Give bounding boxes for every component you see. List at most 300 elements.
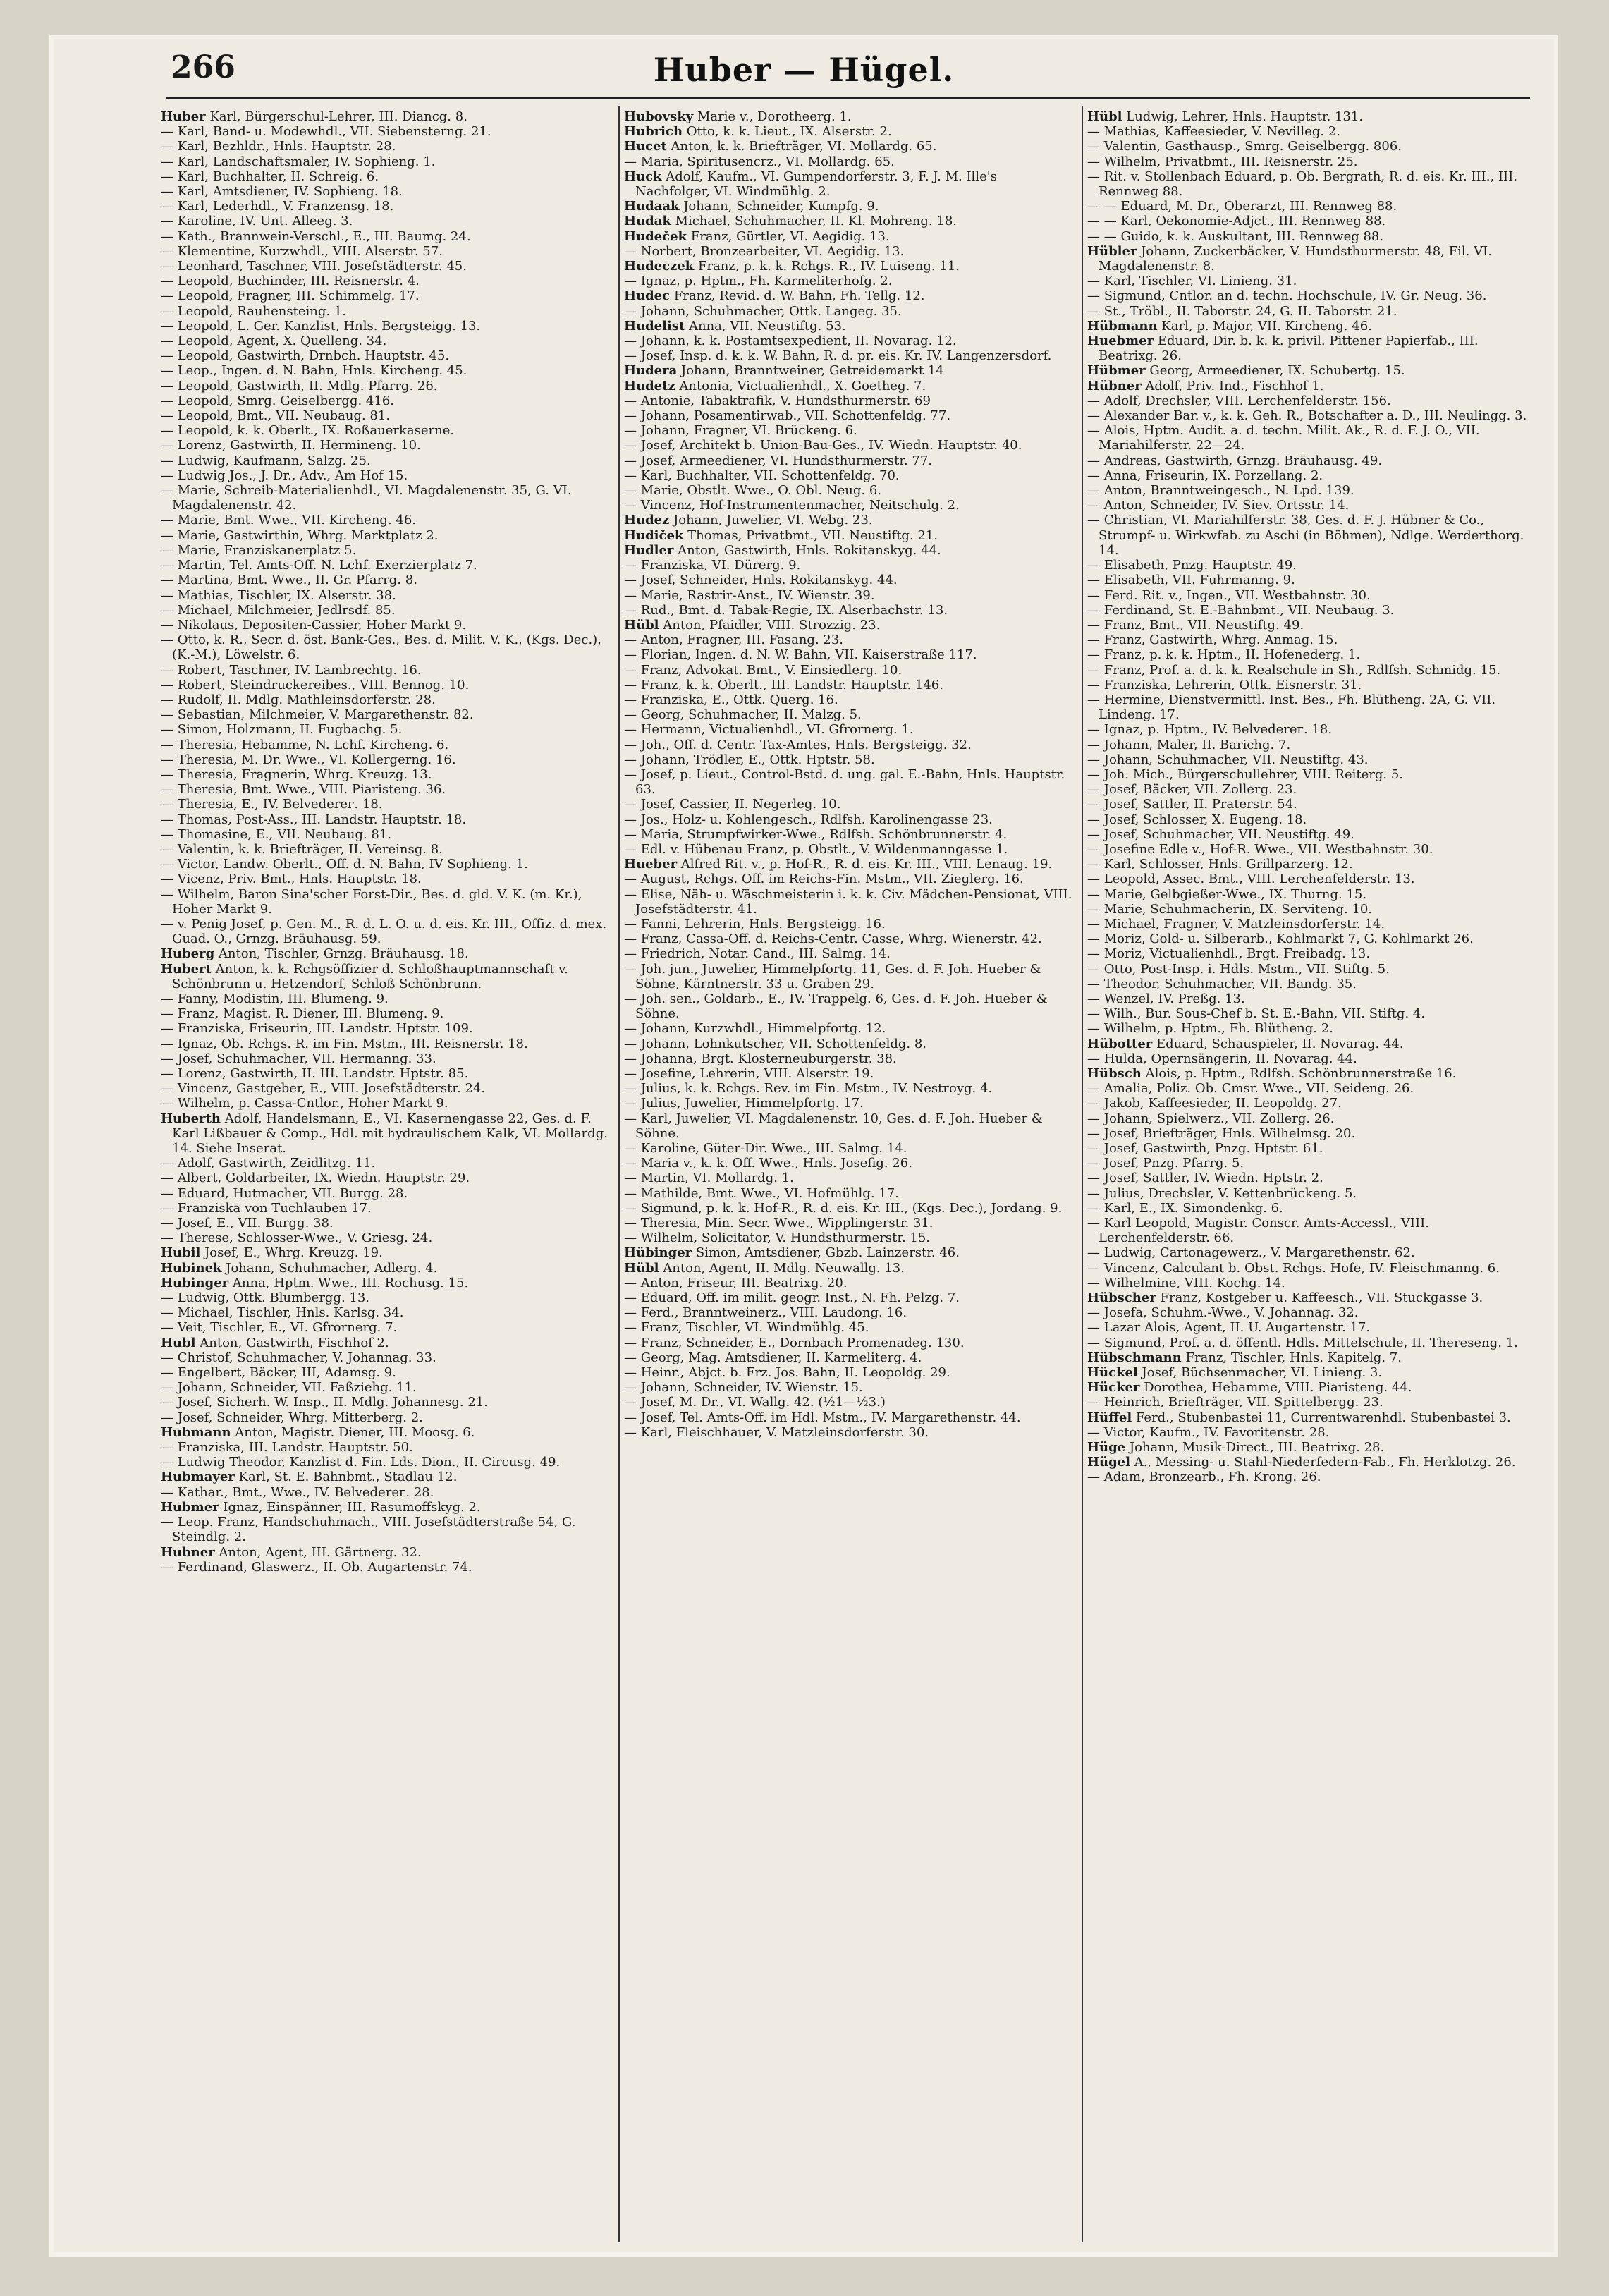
entry-surname: Hubmer [161,1499,219,1515]
directory-entry [1087,767,1538,782]
directory-entry [624,618,1075,633]
entry-text: — Klementine, Kurzwhdl., VIII. Alserstr. 57. [161,243,443,259]
directory-entry [161,1156,612,1171]
directory-entry [161,408,612,423]
directory-entry [624,962,1075,991]
entry-text: — Franz, Gastwirth, Whrg. Anmag. 15. [1087,633,1338,648]
directory-entry [624,767,1075,797]
entry-text: — Georg, Mag. Amtsdiener, II. Karmeliterg. 4. [624,1350,922,1365]
entry-surname: Huberg [161,946,215,962]
directory-entry [161,184,612,199]
directory-entry [1087,857,1538,872]
entry-surname: Hübscher [1087,1290,1156,1306]
entry-text: — Franz, Bmt., VII. Neustiftg. 49. [1087,617,1304,633]
directory-entry [624,438,1075,453]
directory-entry [161,513,612,527]
entry-surname: Hueber [624,857,678,872]
directory-entry [161,633,612,662]
entry-text: — Marie, Schreib-Materialienhdl., VI. Magdalenenstr. 35, G. VI. Magdalenenstr. 42. [161,483,572,513]
entry-text: Johann, Schneider, Kumpfg. 9. [679,199,879,214]
directory-entry [1087,962,1538,977]
entry-surname: Hudetz [624,378,675,393]
directory-entry [161,962,612,991]
directory-entry [161,842,612,857]
directory-entry [624,379,1075,393]
directory-entry [161,1081,612,1096]
directory-entry [624,1171,1075,1185]
entry-text: — Josef, Bäcker, VII. Zollerg. 23. [1087,782,1297,798]
directory-entry [161,827,612,842]
directory-entry [161,1216,612,1231]
directory-entry [1087,483,1538,498]
directory-entry [624,393,1075,408]
directory-entry [624,678,1075,692]
entry-text: — Victor, Landw. Oberlt., Off. d. N. Bahn, IV Sophieng. 1. [161,857,528,872]
entry-surname: Hübmer [1087,363,1146,379]
entry-text: — Marie, Obstlt. Wwe., O. Obl. Neug. 6. [624,483,882,499]
entry-text: — Christian, VI. Mariahilferstr. 38, Ges. d. F. J. Hübner & Co., Strumpf- u. Wirkwfab. zu Aschi (in Böhmen), Ndlge. Werderthorg. 14. [1087,513,1524,558]
directory-entry [1087,498,1538,513]
entry-surname: Hübschmann [1087,1350,1182,1365]
entry-text: — Engelbert, Bäcker, III, Adamsg. 9. [161,1365,396,1381]
directory-entry [161,259,612,274]
entry-text: — Rud., Bmt. d. Tabak-Regie, IX. Alserbachstr. 13. [624,602,948,618]
entry-text: Johann, Branntweiner, Getreidemarkt 14 [677,363,944,379]
directory-entry [1087,1037,1538,1051]
directory-entry [624,1081,1075,1096]
directory-entry [161,379,612,393]
entry-surname: Hudec [624,288,671,304]
entry-text: — Robert, Steindruckereibes., VIII. Bennog. 10. [161,677,470,692]
entry-text: — Jakob, Kaffeesieder, II. Leopoldg. 27. [1087,1096,1342,1111]
entry-text: — Josef, Armeediener, VI. Hundsthurmerstr. 77. [624,453,933,468]
entry-text: — Leopold, Agent, X. Quelleng. 34. [161,334,387,349]
directory-entry [1087,797,1538,812]
directory-entry [1087,1021,1538,1036]
entry-text: — Sigmund, Prof. a. d. öffentl. Hdls. Mittelschule, II. Thereseng. 1. [1087,1335,1518,1350]
entry-text: — Anton, Fragner, III. Fasang. 23. [624,633,844,648]
directory-entry [161,393,612,408]
directory-entry [161,1261,612,1276]
directory-entry [1087,1081,1538,1096]
directory-entry [161,588,612,603]
directory-entry [1087,977,1538,991]
entry-text: — Johann, k. k. Postamtsexpedient, II. Novarag. 12. [624,334,957,349]
directory-entry [1087,1051,1538,1066]
directory-entry [161,887,612,917]
entry-text: — Thomasine, E., VII. Neubaug. 81. [161,826,392,842]
directory-entry [1087,1216,1538,1245]
entry-surname: Hübmann [1087,318,1158,334]
entry-text: — Sebastian, Milchmeier, V. Margarethenstr. 82. [161,707,474,723]
entry-text: — Eduard, Hutmacher, VII. Burgg. 28. [161,1185,408,1201]
entry-text: — Michael, Tischler, Hnls. Karlsg. 34. [161,1305,404,1321]
directory-entry [1087,1365,1538,1380]
entry-text: — Karl Leopold, Magistr. Conscr. Amts-Accessl., VIII. Lerchenfelderstr. 66. [1087,1216,1429,1246]
entry-text: — Ferdinand, Glaswerz., II. Ob. Augartenstr. 74. [161,1559,472,1575]
entry-text: — Franz, Cassa-Off. d. Reichs-Centr. Casse, Whrg. Wienerstr. 42. [624,932,1042,947]
directory-entry [1087,1261,1538,1276]
directory-entry [1087,647,1538,662]
directory-entry [624,1336,1075,1350]
entry-text: — Wilhelm, p. Cassa-Cntlor., Hoher Markt 9. [161,1096,448,1111]
directory-entry [624,1066,1075,1081]
entry-text: — Josef, Schlosser, X. Eugeng. 18. [1087,812,1307,827]
entry-text: — Kathar., Bmt., Wwe., IV. Belvederег. 28. [161,1484,434,1500]
directory-page [49,35,1558,2257]
directory-entry [161,707,612,722]
directory-entry [1087,1156,1538,1171]
entry-text: — Leopold, Gastwirth, Drnbch. Hauptstr. 45. [161,348,450,364]
entry-text: Adolf, Handelsmann, E., VI. Kasernengasse 22, Ges. d. F. Karl Lißbauer & Comp., Hdl. mit hydraulischem Kalk, VI. Mollardg. 14. Siehe Inserat. [172,1111,608,1156]
entry-surname: Hubinger [161,1275,229,1290]
directory-entry [1087,1440,1538,1455]
entry-text: — Joh. sen., Goldarb., E., IV. Trappelg. 6, Ges. d. F. Joh. Hueber & Söhne. [624,991,1048,1022]
entry-text: Karl, Bürgerschul-Lehrer, III. Diancg. 8. [205,109,467,124]
directory-entry [1087,468,1538,483]
entry-surname: Hudera [624,363,678,379]
directory-entry [161,543,612,558]
entry-text: — Julius, k. k. Rchgs. Rev. im Fin. Mstm., IV. Nestroyg. 4. [624,1081,993,1097]
directory-entry [624,588,1075,603]
directory-entry [624,1216,1075,1231]
directory-entry [1087,393,1538,408]
entry-surname: Hudeczek [624,259,695,274]
entry-surname: Hudeček [624,228,687,244]
entry-text: — Johann, Trödler, E., Ottk. Hptstr. 58. [624,752,875,767]
directory-entry [624,528,1075,543]
directory-entry [1087,633,1538,647]
entry-text: — Elisabeth, VII. Fuhrmanng. 9. [1087,573,1295,588]
directory-entry [1087,513,1538,558]
directory-entry [624,423,1075,438]
entry-text: — Franz, Tischler, VI. Windmühlg. 45. [624,1320,869,1336]
entry-text: — Karl, Amtsdiener, IV. Sophieng. 18. [161,184,403,200]
directory-entry [1087,1470,1538,1484]
directory-entry [161,288,612,303]
entry-text: Anton, Agent, III. Gärtnerg. 32. [214,1544,422,1560]
entry-text: — Josef, Schneider, Whrg. Mitterberg. 2. [161,1410,423,1425]
directory-entry [161,603,612,618]
entry-surname: Huebmer [1087,334,1154,349]
entry-text: — Marie, Schuhmacherin, IX. Serviteng. 10. [1087,901,1373,917]
entry-text: — Elisabeth, Pnzg. Hauptstr. 49. [1087,558,1297,573]
directory-entry [624,1245,1075,1260]
entry-text: — Valentin, k. k. Briefträger, II. Vereinsg. 8. [161,841,443,857]
directory-entry [624,857,1075,872]
entry-text: — Josef, M. Dr., VI. Wallg. 42. (½1—½3.) [624,1395,886,1410]
directory-entry [161,1111,612,1156]
directory-entry [1087,902,1538,917]
entry-text: — Josef, Tel. Amts-Off. im Hdl. Mstm., IV. Margarethenstr. 44. [624,1410,1021,1425]
directory-entry [161,423,612,438]
running-head: Huber — Hügel. [653,51,955,89]
directory-entry [1087,139,1538,154]
directory-entry [1087,154,1538,169]
directory-entry [161,1470,612,1484]
directory-entry [624,288,1075,303]
directory-entry [624,722,1075,737]
directory-entry [161,319,612,334]
directory-entry [1087,1096,1538,1111]
entry-text: — Johann, Schneider, VII. Faßziehg. 11. [161,1380,417,1396]
entry-text: — Julius, Juwelier, Himmelpfortg. 17. [624,1096,864,1111]
directory-entry [161,917,612,946]
directory-entry [161,782,612,797]
entry-text: Otto, k. k. Lieut., IX. Alserstr. 2. [683,124,892,140]
directory-entry [1087,1276,1538,1290]
entry-text: — Adolf, Gastwirth, Zeidlitzg. 11. [161,1156,376,1171]
entry-text: — Ignaz, Ob. Rchgs. R. im Fin. Mstm., III. Reisnerstr. 18. [161,1036,528,1051]
directory-entry [1087,932,1538,946]
directory-entry [624,154,1075,169]
directory-entry [1087,722,1538,737]
directory-entry [161,1290,612,1305]
directory-entry [161,304,612,319]
directory-entry [161,1395,612,1410]
directory-entry [624,363,1075,378]
entry-text: — Maria v., k. k. Off. Wwe., Hnls. Josefig. 26. [624,1156,912,1171]
directory-entry [624,812,1075,827]
entry-text: — — Eduard, M. Dr., Oberarzt, III. Rennweg 88. [1087,199,1397,214]
entry-text: Franz, Gürtler, VI. Aegidig. 13. [687,228,890,244]
directory-entry [1087,692,1538,722]
directory-entry [624,1320,1075,1335]
entry-surname: Hüge [1087,1440,1126,1455]
entry-text: Georg, Armeediener, IX. Schubertg. 15. [1145,363,1405,379]
entry-text: Franz, Kostgeber u. Kaffeesch., VII. Stuckgasse 3. [1156,1290,1483,1306]
directory-entry [624,887,1075,917]
directory-entry [1087,812,1538,827]
directory-entry [161,274,612,288]
entry-text: — Karoline, Güter-Dir. Wwe., III. Salmg. 14. [624,1141,907,1156]
directory-entry [161,1410,612,1425]
entry-text: — Josef, Insp. d. k. k. W. Bahn, R. d. pr. eis. Kr. IV. Langenzersdorf. [624,348,1052,364]
entry-surname: Hüffel [1087,1410,1132,1425]
directory-entry [624,1186,1075,1201]
directory-entry [1087,663,1538,678]
directory-entry [1087,304,1538,319]
entry-text: — Ludwig, Cartonagewerz., V. Margarethenstr. 62. [1087,1245,1415,1261]
directory-entry [161,1276,612,1290]
directory-entry [624,1261,1075,1276]
entry-text: — Wilhelm, Baron Sina'scher Forst-Dir., Bes. d. gld. V. K. (m. Kr.), Hoher Markt 9. [161,886,582,917]
entry-text: — Franz, Prof. a. d. k. k. Realschule in Sh., Rdlfsh. Schmidg. 15. [1087,662,1501,678]
directory-entry [1087,842,1538,857]
entry-text: Anton, k. k. Briefträger, VI. Mollardg. 65. [666,139,937,154]
directory-entry [1087,887,1538,902]
entry-text: — Franziska, E., Ottk. Querg. 16. [624,692,838,707]
directory-entry [161,1066,612,1081]
directory-entry [161,139,612,154]
entry-text: — Leopold, Assec. Bmt., VIII. Lerchenfelderstr. 13. [1087,872,1415,887]
entry-text: Eduard, Dir. b. k. k. privil. Pittener Papierfab., III. Beatrixg. 26. [1099,334,1479,364]
entry-text: — Wilhelmine, VIII. Kochg. 14. [1087,1275,1285,1290]
entry-text: — Karl, Buchhalter, II. Schreig. 6. [161,169,379,184]
entry-text: — Vincenz, Calculant b. Obst. Rchgs. Hofe, IV. Fleischmanng. 6. [1087,1260,1500,1276]
entry-text: — Heinrich, Briefträger, VII. Spittelbergg. 23. [1087,1395,1383,1410]
directory-entry [624,946,1075,961]
entry-text: — Karl, Landschaftsmaler, IV. Sophieng. 1. [161,154,436,169]
directory-entry [161,1440,612,1455]
entry-text: — Otto, Post-Insp. i. Hdls. Mstm., VII. Stiftg. 5. [1087,961,1390,977]
entry-text: Anton, k. k. Rchgsöffizier d. Schloßhauptmannschaft v. Schönbrunn u. Hetzendorf, Schloß Schönbrunn. [172,961,568,991]
entry-surname: Hübl [624,1260,659,1276]
directory-entry [624,259,1075,274]
directory-entry [624,1021,1075,1036]
directory-entry [161,991,612,1006]
entry-surname: Hubner [161,1544,215,1560]
entry-text: Franz, Tischler, Hnls. Kapitelg. 7. [1181,1350,1402,1365]
entry-text: — Ludwig Jos., J. Dr., Adv., Am Hof 15. [161,468,408,483]
directory-entry [624,1365,1075,1380]
entry-text: — St., Tröbl., II. Taborstr. 24, G. II. Taborstr. 21. [1087,303,1397,319]
entry-text: — Ferd. Rit. v., Ingen., VII. Westbahnstr. 30. [1087,587,1371,603]
directory-entry [1087,334,1538,363]
entry-surname: Hubrich [624,124,683,140]
directory-entry [161,678,612,692]
directory-entry [161,1231,612,1245]
directory-entry [624,932,1075,946]
entry-text: — Veit, Tischler, E., VI. Gfrornerg. 7. [161,1320,398,1336]
directory-entry [1087,1380,1538,1395]
entry-text: — Franziska, III. Landstr. Hauptstr. 50. [161,1440,413,1455]
directory-entry [624,1156,1075,1171]
directory-entry [1087,1111,1538,1126]
entry-text: — Josef, Schuhmacher, VII. Hermanng. 33. [161,1051,436,1066]
entry-text: — Karl, Juwelier, VI. Magdalenenstr. 10, Ges. d. F. Joh. Hueber & Söhne. [624,1111,1043,1141]
entry-text: — Lorenz, Gastwirth, II. Hermineng. 10. [161,438,421,453]
entry-text: — Anton, Branntweingesch., N. Lpd. 139. [1087,483,1354,499]
entry-text: Michael, Schuhmacher, II. Kl. Mohreng. 18. [671,214,957,229]
entry-text: — Otto, k. R., Secr. d. öst. Bank-Ges., Bes. d. Milit. V. K., (Kgs. Dec.), (K.-M.), Löwelstr. 6. [161,633,601,663]
entry-text: — Leopold, Gastwirth, II. Mdlg. Pfarrg. 26. [161,378,438,393]
entry-text: Thomas, Privatbmt., VII. Neustiftg. 21. [683,527,938,543]
directory-entry [161,528,612,543]
directory-entry [1087,244,1538,274]
directory-entry [624,543,1075,558]
entry-text: — Josef, Briefträger, Hnls. Wilhelmsg. 20. [1087,1125,1356,1141]
entry-text: — Albert, Goldarbeiter, IX. Wiedn. Hauptstr. 29. [161,1171,470,1186]
entry-text: — Wilhelm, p. Hptm., Fh. Blütheng. 2. [1087,1021,1333,1037]
entry-text: — Anton, Friseur, III. Beatrixg. 20. [624,1275,848,1290]
entry-text: — Ferd., Branntweinerz., VIII. Laudong. 16. [624,1305,907,1321]
directory-entry [1087,1066,1538,1081]
directory-entry [624,752,1075,767]
directory-entry [161,468,612,483]
entry-surname: Hubmann [161,1424,231,1440]
directory-entry [161,124,612,139]
entry-text: — Adolf, Drechsler, VIII. Lerchenfelderstr. 156. [1087,393,1391,408]
entry-surname: Hubl [161,1335,196,1350]
directory-entry [624,348,1075,363]
entry-text: Anna, VII. Neustiftg. 53. [685,318,846,334]
entry-text: — Marie, Gelbgießer-Wwe., IX. Thurng. 15. [1087,886,1367,902]
entry-text: — — Guido, k. k. Auskultant, III. Rennweg 88. [1087,228,1384,244]
entry-text: — Joh., Off. d. Centr. Tax-Amtes, Hnls. Bergsteigg. 32. [624,737,972,752]
entry-text: Anton, Agent, II. Mdlg. Neuwallg. 13. [659,1260,905,1276]
entry-text: — Hermann, Victualienhdl., VI. Gfrornerg. 1. [624,722,914,738]
entry-text: — Josef, Sattler, IV. Wiedn. Hptstr. 2. [1087,1171,1323,1186]
entry-text: — Vincenz, Hof-Instrumentenmacher, Neitschulg. 2. [624,498,960,513]
directory-entry [624,483,1075,498]
entry-text: — Josef, Architekt b. Union-Bau-Ges., IV. Wiedn. Hauptstr. 40. [624,438,1022,453]
entry-surname: Hudler [624,542,674,558]
directory-entry [1087,1171,1538,1185]
directory-entry [161,812,612,827]
entry-surname: Hübl [624,617,659,633]
directory-entry [161,797,612,812]
directory-entry [624,692,1075,707]
entry-text: Anna, Hptm. Wwe., III. Rochusg. 15. [228,1275,469,1290]
entry-text: — Amalia, Poliz. Ob. Cmsr. Wwe., VII. Seideng. 26. [1087,1081,1414,1097]
directory-entry [624,633,1075,647]
directory-entry [624,707,1075,722]
entry-surname: Huck [624,169,662,184]
directory-entry [161,752,612,767]
entry-text: — Franziska, VI. Dürerg. 9. [624,558,801,573]
entry-text: — Rudolf, II. Mdlg. Mathleinsdorferstr. 28. [161,692,436,707]
directory-entry [161,618,612,633]
directory-entry [161,692,612,707]
entry-text: — Adam, Bronzearb., Fh. Krong. 26. [1087,1470,1321,1485]
directory-entry [161,1485,612,1500]
entry-text: — Martin, VI. Mollardg. 1. [624,1171,794,1186]
directory-entry [161,348,612,363]
entry-text: — Hulda, Opernsängerin, II. Novarag. 44. [1087,1051,1357,1066]
entry-text: — Karl, Lederhdl., V. Franzensg. 18. [161,199,394,214]
directory-entry [1087,1290,1538,1305]
directory-entry [161,214,612,228]
entry-surname: Huber [161,109,206,124]
directory-entry [624,1410,1075,1425]
directory-entry [1087,573,1538,587]
entry-text: — Eduard, Off. im milit. geogr. Inst., N. Fh. Pelzg. 7. [624,1290,960,1306]
entry-surname: Hübotter [1087,1036,1153,1051]
directory-entry [1087,453,1538,468]
entry-text: — Franz, p. k. k. Hptm., II. Hofenederg. 1. [1087,647,1361,663]
entry-text: — Franziska von Tuchlauben 17. [161,1200,372,1216]
directory-entry [1087,1141,1538,1156]
entry-text: — Josef, Sicherh. W. Insp., II. Mdlg. Johannesg. 21. [161,1395,488,1410]
entry-text: — Victor, Kaufm., IV. Favoritenstr. 28. [1087,1424,1330,1440]
directory-entry [624,513,1075,527]
directory-entry [624,244,1075,259]
entry-text: — Joh. jun., Juwelier, Himmelpfortg. 11, Ges. d. F. Joh. Hueber & Söhne, Kärntnerstr. 33 u. Graben 29. [624,961,1041,991]
directory-entry [161,767,612,782]
directory-entry [1087,274,1538,288]
entry-text: — Moriz, Victualienhdl., Brgt. Freibadg. 13. [1087,946,1371,962]
column-divider [1082,106,1083,2242]
directory-entry [1087,827,1538,842]
entry-text: — Leopold, k. k. Oberlt., IX. Roßauerkaserne. [161,423,455,439]
directory-entry [161,1350,612,1365]
entry-text: — Leopold, Buchinder, III. Reisnerstr. 4. [161,274,420,289]
directory-entry [161,1500,612,1515]
directory-entry [624,663,1075,678]
directory-entry [1087,1186,1538,1201]
entry-text: — Ludwig, Kaufmann, Salzg. 25. [161,453,371,468]
entry-text: — Valentin, Gasthausp., Smrg. Geiselbergg. 806. [1087,139,1402,154]
entry-text: Dorothea, Hebamme, VIII. Piaristeng. 44. [1139,1380,1412,1396]
directory-column-1 [161,109,612,2239]
entry-text: — Maria, Spiritusencrz., VI. Mollardg. 65. [624,154,895,169]
directory-entry [161,229,612,244]
directory-entry [624,1037,1075,1051]
entry-surname: Hudelist [624,318,685,334]
entry-text: Johann, Zuckerbäcker, V. Hundsthurmerstr. 48, Fil. VI. Magdalenenstr. 8. [1099,243,1492,274]
directory-entry [624,1305,1075,1320]
